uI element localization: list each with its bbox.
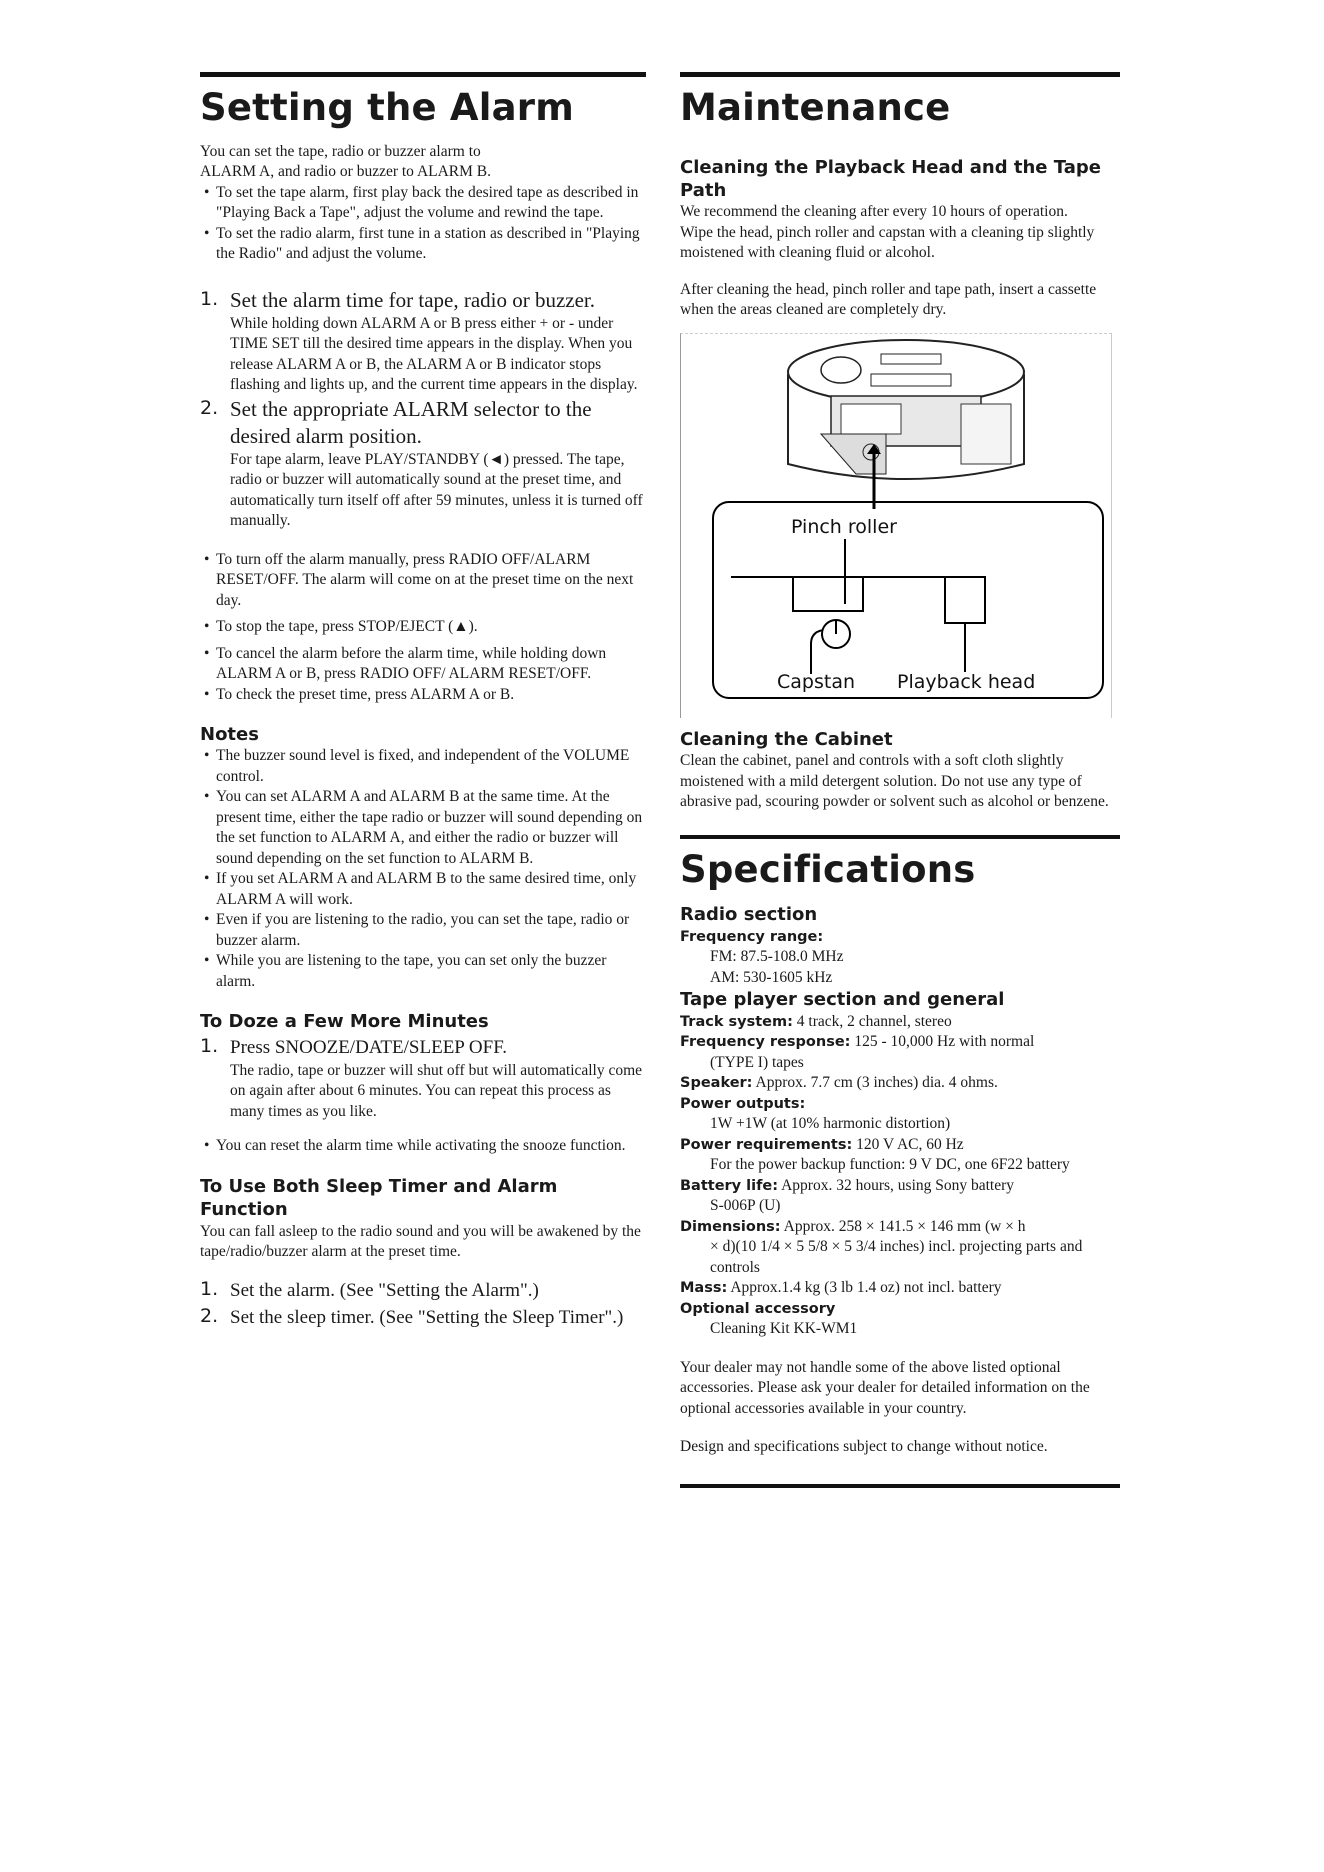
spec-item: [680, 1032, 1120, 1053]
spec-subvalue: 1W +1W (at 10% harmonic distortion): [710, 1115, 951, 1133]
spec-key: Dimensions:: [680, 1218, 781, 1235]
spec-key: Frequency response:: [680, 1034, 851, 1051]
spec-value: Approx.1.4 kg (3 lb 1.4 oz) not incl. battery: [730, 1279, 1002, 1297]
note-item: • You can set ALARM A and ALARM B at the same time. At the present time, either the tape radio or buzzer will sound depending on the set function to ALARM A, and either the radio or buzzer will sound depending on the set function to ALARM B.: [200, 787, 646, 869]
spec-item: [680, 1135, 1120, 1156]
step-number: 1.: [200, 1277, 219, 1300]
setting-alarm-title: Setting the Alarm: [200, 86, 574, 129]
step-title: Set the appropriate ALARM selector to the desired alarm position.: [230, 396, 592, 448]
step-text: Set the alarm. (See "Setting the Alarm".): [230, 1279, 539, 1301]
step-number: 2.: [200, 396, 219, 419]
spec-key: Mass:: [680, 1280, 728, 1297]
maintenance-title: Maintenance: [680, 86, 951, 129]
design-note: Design and specifications subject to change without notice.: [680, 1438, 1048, 1456]
spec-item: [680, 1176, 1120, 1197]
intro-bullet: • To set the radio alarm, first tune in a station as described in "Playing the Radio" and adjust the volume.: [200, 224, 646, 265]
step-body: For tape alarm, leave PLAY/STANDBY (◄) pressed. The tape, radio or buzzer will automatically sound at the preset time, and automatically turn itself off after 59 minutes, unless it is turned off manually.: [230, 450, 643, 530]
top-rule-right: [680, 72, 1120, 77]
after-bullet: • To stop the tape, press STOP/EJECT (▲).: [200, 617, 646, 638]
spec-list: [680, 1012, 1120, 1340]
cabinet-body: Clean the cabinet, panel and controls with a soft cloth slightly moistened with a mild detergent solution. Do not use any type of abrasive pad, scouring powder or solvent such as alcohol or benzene.: [680, 752, 1109, 811]
note-item: • While you are listening to the tape, you can set only the buzzer alarm.: [200, 951, 646, 992]
spec-subvalue: S-006P (U): [710, 1197, 781, 1215]
spec-key: Optional accessory: [680, 1300, 836, 1317]
alarm-step-1: [200, 287, 646, 396]
tape-section-heading: Tape player section and general: [680, 989, 1005, 1011]
spec-item: [680, 1299, 1120, 1320]
step-number: 1.: [200, 1034, 219, 1057]
spec-value: 4 track, 2 channel, stereo: [796, 1012, 952, 1030]
freq-range-label: Frequency range:: [680, 928, 824, 945]
spec-subvalue: (TYPE I) tapes: [710, 1053, 804, 1071]
after-bullet: • To cancel the alarm before the alarm time, while holding down ALARM A or B, press RADIO OFF/ ALARM RESET/OFF.: [200, 644, 646, 685]
note-item: • If you set ALARM A and ALARM B to the same desired time, only ALARM A will work.: [200, 869, 646, 910]
intro-bullet: • To set the tape alarm, first play back the desired tape as described in "Playing Back a Tape", adjust the volume and rewind the tape.: [200, 183, 646, 224]
bottom-rule: [680, 1484, 1120, 1488]
clean-head-p1: We recommend the cleaning after every 10 hours of operation.: [680, 203, 1068, 221]
both-heading: To Use Both Sleep Timer and Alarm Function: [200, 1175, 558, 1221]
spec-item: [680, 1278, 1120, 1299]
after-bullet: • To check the preset time, press ALARM A or B.: [200, 685, 646, 706]
doze-step: [200, 1034, 646, 1123]
step-number: 2.: [200, 1304, 219, 1327]
clean-head-p2: Wipe the head, pinch roller and capstan with a cleaning tip slightly moistened with cleaning fluid or alcohol.: [680, 223, 1095, 262]
tape-head-figure: [680, 333, 1112, 718]
clean-head-p3: After cleaning the head, pinch roller and tape path, insert a cassette when the areas cleaned are completely dry.: [680, 280, 1097, 319]
step-body: The radio, tape or buzzer will shut off but will automatically come on again after about 6 minutes. You can repeat this process as many times as you like.: [230, 1061, 643, 1120]
spec-value: Approx. 32 hours, using Sony battery: [781, 1176, 1015, 1194]
spec-subvalue: Cleaning Kit KK-WM1: [710, 1320, 858, 1338]
spec-subvalue: For the power backup function: 9 V DC, one 6F22 battery: [710, 1156, 1070, 1174]
both-step-2: [200, 1304, 646, 1331]
top-rule-left: [200, 72, 646, 77]
spec-rule: [680, 835, 1120, 839]
playback-head-label: Playback head: [897, 670, 1036, 693]
radio-section-heading: Radio section: [680, 904, 818, 926]
left-column: [200, 72, 646, 1331]
spec-value: Approx. 7.7 cm (3 inches) dia. 4 ohms.: [755, 1074, 998, 1092]
step-number: 1.: [200, 287, 219, 310]
spec-value: 120 V AC, 60 Hz: [856, 1135, 964, 1153]
spec-value: 125 - 10,000 Hz with normal: [854, 1033, 1035, 1051]
dealer-note: Your dealer may not handle some of the above listed optional accessories. Please ask your dealer for detailed information on the optional accessories available in your country.: [680, 1358, 1090, 1417]
pinch-roller-label: Pinch roller: [791, 515, 897, 538]
alarm-step-2: [200, 396, 646, 532]
spec-key: Power requirements:: [680, 1136, 853, 1153]
clean-head-heading: Cleaning the Playback Head and the Tape Path: [680, 156, 1101, 201]
spec-key: Battery life:: [680, 1177, 779, 1194]
step-text: Set the sleep timer. (See "Setting the Sleep Timer".): [230, 1306, 624, 1328]
notes-heading: Notes: [200, 724, 259, 746]
spec-item: [680, 1073, 1120, 1094]
spec-key: Power outputs:: [680, 1095, 806, 1112]
cabinet-heading: Cleaning the Cabinet: [680, 728, 893, 750]
note-item: • The buzzer sound level is fixed, and independent of the VOLUME control.: [200, 746, 646, 787]
spec-key: Speaker:: [680, 1075, 753, 1092]
step-body: While holding down ALARM A or B press either + or - under TIME SET till the desired time appears in the display. When you release ALARM A or B, the ALARM A or B indicator stops flashing and lights up, and the current time appears in the display.: [230, 314, 638, 394]
fm-range: FM: 87.5-108.0 MHz: [710, 948, 844, 966]
both-step-1: [200, 1277, 646, 1304]
after-bullet: • To turn off the alarm manually, press RADIO OFF/ALARM RESET/OFF. The alarm will come on at the preset time on the next day.: [200, 550, 646, 612]
spec-item: [680, 1094, 1120, 1115]
step-title: Set the alarm time for tape, radio or buzzer.: [230, 287, 596, 312]
doze-heading: To Doze a Few More Minutes: [200, 1011, 489, 1033]
right-column: [680, 72, 1120, 1488]
doze-bullet: • You can reset the alarm time while activating the snooze function.: [200, 1136, 646, 1157]
spec-subvalue: × d)(10 1/4 × 5 5/8 × 5 3/4 inches) incl. projecting parts and controls: [710, 1238, 1083, 1276]
spec-item: [680, 1012, 1120, 1033]
spec-item: [680, 1217, 1120, 1238]
spec-key: Track system:: [680, 1013, 793, 1030]
intro-line-1: You can set the tape, radio or buzzer alarm to: [200, 142, 481, 160]
both-body: You can fall asleep to the radio sound and you will be awakened by the tape/radio/buzzer alarm at the preset time.: [200, 1222, 641, 1261]
capstan-label: Capstan: [777, 670, 856, 693]
specifications-title: Specifications: [680, 847, 976, 891]
intro-line-2: ALARM A, and radio or buzzer to ALARM B.: [200, 163, 492, 181]
am-range: AM: 530-1605 kHz: [710, 968, 833, 986]
step-title: Press SNOOZE/DATE/SLEEP OFF.: [230, 1036, 507, 1058]
note-item: • Even if you are listening to the radio, you can set the tape, radio or buzzer alarm.: [200, 910, 646, 951]
spec-value: Approx. 258 × 141.5 × 146 mm (w × h: [783, 1217, 1026, 1235]
